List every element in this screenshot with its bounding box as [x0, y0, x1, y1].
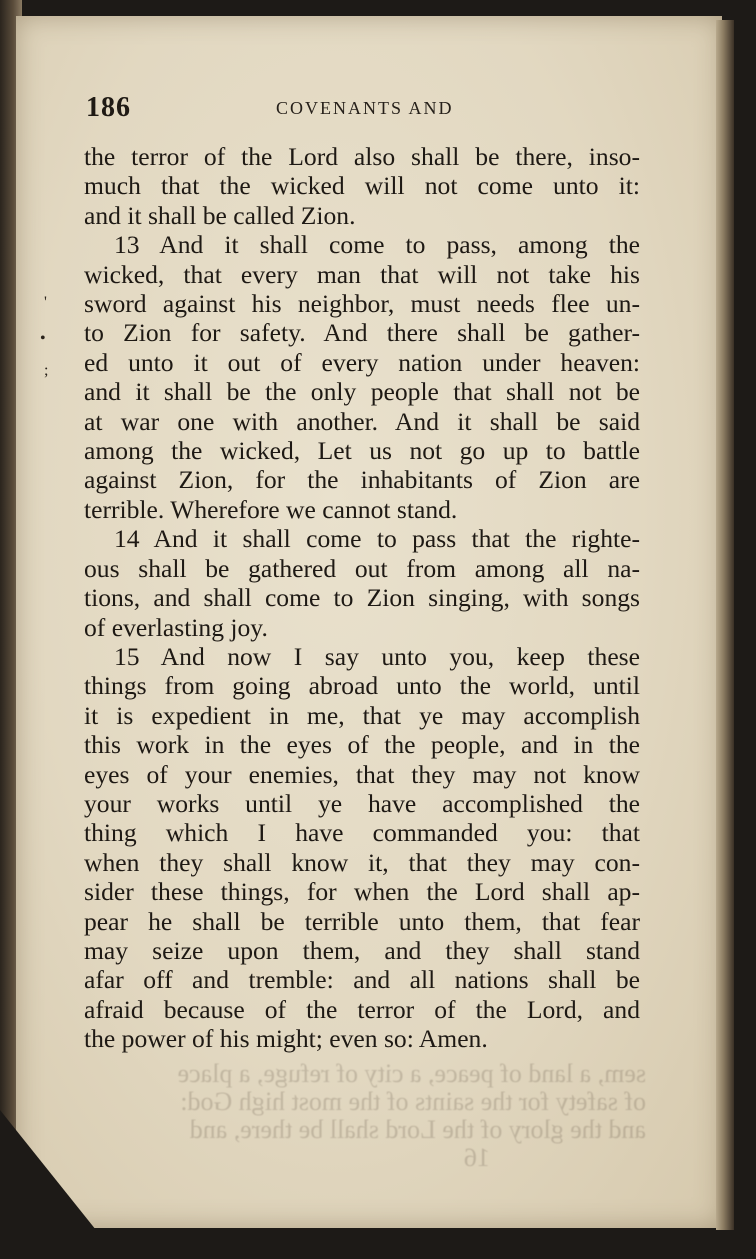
verse-15-start: 15 And now I say unto you, keep these	[114, 641, 640, 671]
text-line: and it shall be the only people that shall not be	[84, 377, 640, 407]
text-line: and it shall be called Zion.	[84, 200, 356, 230]
body-text	[84, 142, 640, 1054]
show-through-text: sem, a land of peace, a city of refuge, a place of safety for the saints of the most high God: and the glory of the Lord shall be there, and 16	[177, 1059, 646, 1172]
text-line: sword against his neighbor, must needs flee un-	[84, 289, 640, 319]
text-line: when they shall know it, that they may con-	[84, 847, 640, 877]
text-line: the terror of the Lord also shall be there, inso-	[84, 142, 640, 171]
text-line: afar off and tremble: and all nations shall be	[84, 965, 640, 995]
text-line: sider these things, for when the Lord shall ap-	[84, 877, 640, 907]
text-line: it is expedient in me, that ye may accomplish	[84, 700, 640, 730]
text-line: your works until ye have accomplished the	[84, 788, 640, 818]
page-corner-shadow	[0, 1110, 120, 1259]
text-line: among the wicked, Let us not go up to battle	[84, 436, 640, 466]
text-line: against Zion, for the inhabitants of Zion are	[84, 465, 640, 495]
running-head: COVENANTS AND	[276, 98, 454, 118]
margin-mark: '	[44, 294, 47, 311]
text-line: ous shall be gathered out from among all na-	[84, 553, 640, 583]
text-line: of everlasting joy.	[84, 612, 268, 642]
text-line: terrible. Wherefore we cannot stand.	[84, 494, 458, 524]
margin-mark: ;	[44, 362, 49, 379]
text-line: thing which I have commanded you: that	[84, 818, 640, 848]
margin-dot: •	[40, 330, 46, 347]
text-line: pear he shall be terrible unto them, that fear	[84, 906, 640, 936]
text-line: the power of his might; even so: Amen.	[84, 1024, 488, 1054]
text-line: to Zion for safety. And there shall be gather-	[84, 318, 640, 348]
text-line: tions, and shall come to Zion singing, with songs	[84, 583, 640, 613]
page-header	[86, 92, 656, 128]
page-edge	[716, 20, 734, 1230]
text-line: eyes of your enemies, that they may not know	[84, 759, 640, 789]
text-line: much that the wicked will not come unto it:	[84, 171, 640, 201]
text-line: may seize upon them, and they shall stand	[84, 935, 640, 965]
text-line: at war one with another. And it shall be said	[84, 406, 640, 436]
text-line: wicked, that every man that will not take his	[84, 259, 640, 289]
verse-14-start: 14 And it shall come to pass that the righte-	[114, 524, 640, 554]
text-line: this work in the eyes of the people, and in the	[84, 730, 640, 760]
page-number: 186	[86, 92, 131, 123]
text-line: things from going abroad unto the world, until	[84, 671, 640, 701]
text-line: ed unto it out of every nation under heaven:	[84, 347, 640, 377]
verse-13-start: 13 And it shall come to pass, among the	[114, 230, 640, 260]
text-line: afraid because of the terror of the Lord, and	[84, 994, 640, 1024]
